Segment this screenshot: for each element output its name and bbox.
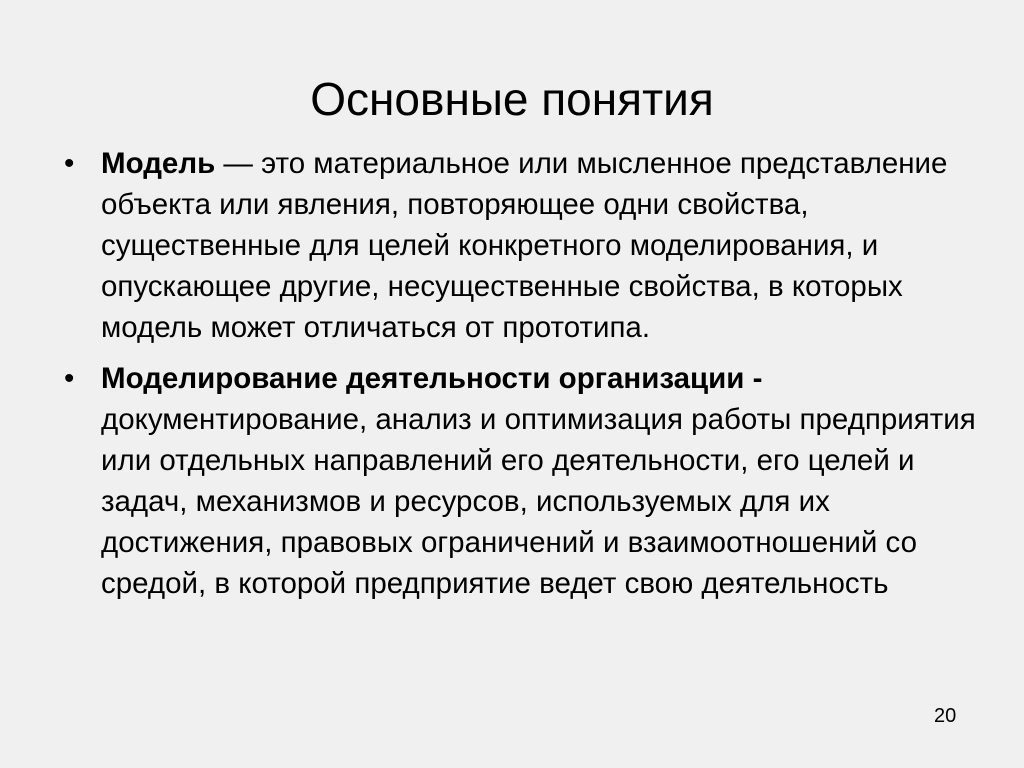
term-org-modeling: Моделирование деятельности организации - [101,362,763,395]
page-number: 20 [934,705,957,727]
definition-org-modeling: документирование, анализ и оптимизация работы предприятия или отдельных направлений его деятельности, его целей и задач, механизмов и ресурсов, используемых для их достижения, правовых ограничений и взаимоотношений со средой, в которой предприятие ведет свою деятельность [101,403,976,600]
term-model: Модель [101,147,216,180]
bullet-item-modeling [64,358,994,604]
bullet-list [64,143,994,614]
slide-title: Основные понятия [310,73,714,125]
bullet-marker: • [64,362,75,395]
bullet-marker: • [64,147,75,180]
bullet-item-model [64,143,994,348]
definition-model: это материальное или мысленное представление объекта или явления, повторяющее одни свойства, существенные для целей конкретного моделирования, и опускающее другие, несущественные свойства, в которых модель может отличаться от прототипа. [101,147,948,344]
term-separator: — [215,147,262,180]
